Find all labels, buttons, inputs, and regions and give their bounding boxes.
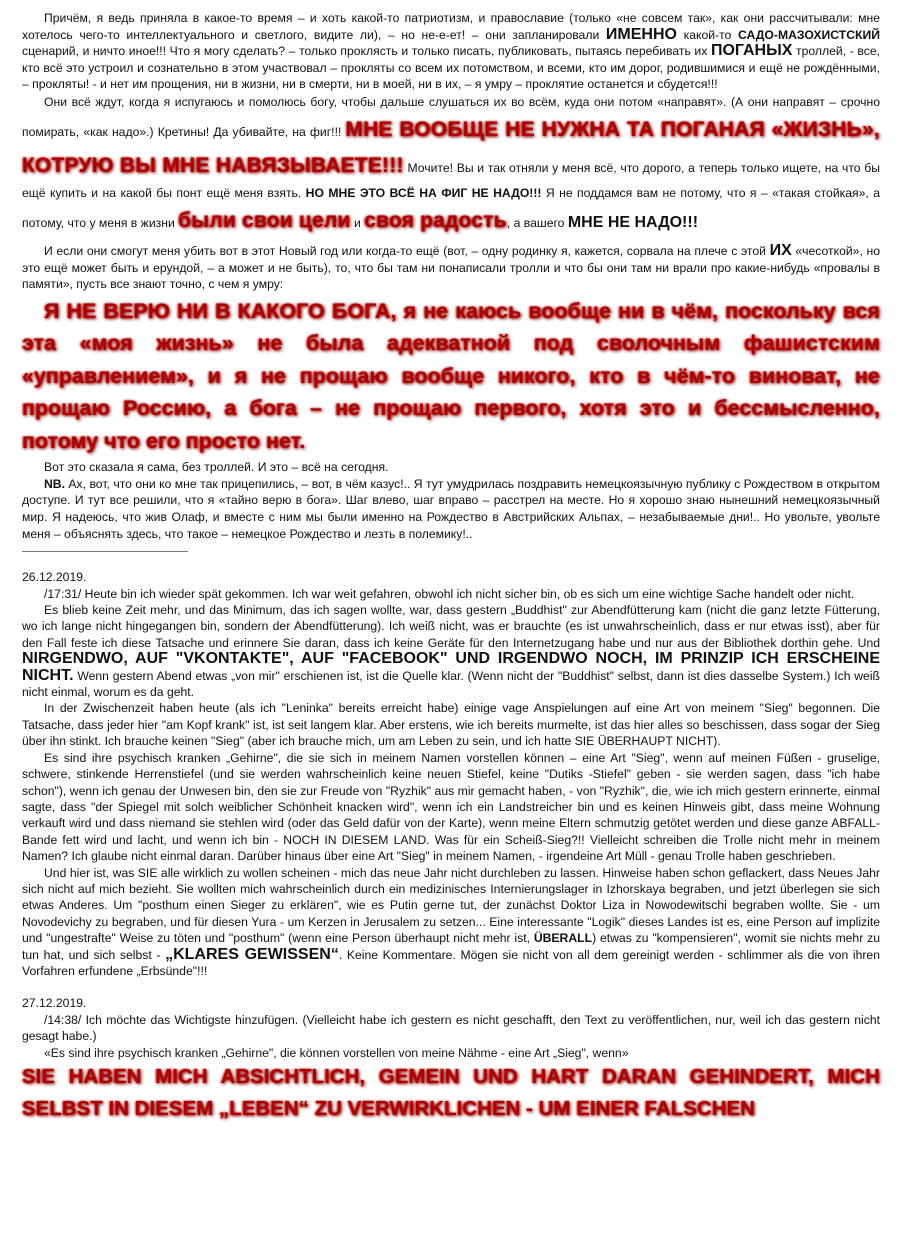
paragraph-de-2: Es blieb keine Zeit mehr, und das Minimum, das ich sagen wollte, war, dass gestern „Buddhist" zur Abendfütterung kam (nicht die ganz letzte Fütterung, wo ich lange nicht hingegangen bin, sondern der Abendfütterung). Ich weiß nicht, was er brauchte (es ist unwahrscheinlich, dass er nur etwas isst), aber für den Fall feste ich diese Tatsache und erinnere Sie daran, dass ich keine Geräte für den Internetzugang habe und nur aus der Bibliothek dorthin gehe. Und NIRGENDWO, AUF "VKONTAKTE", AUF "FACEBOOK" UND IRGENDWO NOCH, IM PRINZIP ICH ERSCHEINE NICHT. Wenn gestern Abend etwas „von mir" erschienen ist, ist die Quelle klar. (Wenn nicht der "Buddhist" selbst, dann ist dies dasselbe System.) Ich weiß nicht einmal, worum es da geht. [22,603,880,700]
paragraph-de-1: /17:31/ Heute bin ich wieder spät gekommen. Ich war weit gefahren, obwohl ich nicht sicher bin, ob es sich um eine wichtige Sache handelt oder nicht. [44,586,855,601]
paragraph-de-4: Es sind ihre psychisch kranken „Gehirne", die sie sich in meinem Namen vorstellen können – eine Art "Sieg", wenn auf meinen Füßen - gruselige, schwere, stinkende Herrenstiefel (und sie werden wahrscheinlich keine neuen Stiefel, keine "Dutiks -Stiefel" geben - sie werden sagen, dass "ich habe schon"), wenn ich genau der Unwesen bin, den sie zur Freude von "Ryzhik" aus mir gemacht haben, - von "Ryzhik", die, wie ich mich gestern erinnerte, einmal sagte, dass "der Spiegel mit solch weiblicher Schönheit knacken wird", wenn ich ein Landstreicher bin und es keinen Hinweis gibt, dass meine Wohnung verkauft wird und dass niemand sie stehlen wird (oder das Geld dafür von der Karte), wenn meine Eltern schmutzig getötet werden und diese ganze ABFALL-Bande fett wird und lacht, und wenn ich bin - NOCH IN DIESEM LAND. Was für ein Scheiß-Sieg?!! Vielleicht schreiben die Trolle nicht mehr in meinem Namen? Ich glaube nicht einmal daran. Darüber hinaus über eine Art "Sieg" in meinem Namen, - irgendeine Art Müll - genau Trolle haben geschrieben. [22,750,880,864]
paragraph-de-7: «Es sind ihre psychisch kranken „Gehirne", die können vorstellen von meine Nähme - eine Art „Sieg", wenn» [44,1045,629,1060]
paragraph-de-3: In der Zwischenzeit haben heute (als ich "Leninka" bereits erreicht habe) einige vage Anspielungen auf eine Art von meinem "Sieg" begonnen. Die Tatsache, dass jeder hier "am Kopf krank" ist, ist seit langem klar. Aber erstens, wie ich bereits murmelte, ist das hier alles so beschissen, dass sogar der Sieg über ihn stinkt. Ich brauche keinen "Sieg" (aber ich brauche mich, um am Leben zu sein, und ich hatte SIE ÜBERHAUPT NICHT). [22,701,880,749]
red-emphasis: МНЕ ВООБЩЕ НЕ НУЖНА ТА ПОГАНАЯ «ЖИЗНЬ», КОТРУЮ ВЫ МНЕ НАВЯЗЫВАЕТЕ!!! [22,117,881,177]
separator-line [22,551,188,552]
date-heading: 26.12.2019. [22,570,87,585]
date-heading: 27.12.2019. [22,996,87,1011]
paragraph-ru-1: Причём, я ведь приняла в какое-то время – и хоть какой-то патриотизм, и православие (только «не совсем так», как они рассчитывали: мне хотелось чего-то интеллектуального и светлого, видите ли), – но не-е-ет! – они запланировали ИМЕННО какой-то САДО-МАЗОХИСТСКИЙ сценарий, и ничто иное!!! Что я могу сделать? – только проклясть и только писать, публиковать, пытаясь перебивать их ПОГАНЫХ троллей, - все, кто всё это устроил и сознательно в этом участвовал – прокляты со всем их потомством, и всеми, кто им дорог, родившимися и ещё не рождёнными, – прокляты! - и нет им прощения, ни в жизни, ни в смерти, ни в моей, ни в их, – я умру – проклятие останется и сбудется!!! [22,11,880,92]
red-emphasis: были свои цели [178,208,351,232]
paragraph-de-6: /14:38/ Ich möchte das Wichtigste hinzufügen. (Vielleicht habe ich gestern es nicht geschafft, den Text zu veröffentlichen, nur, weil ich das gestern nicht gesagt habe.) [22,1012,880,1044]
paragraph-ru-4-red: Я НЕ ВЕРЮ НИ В КАКОГО БОГА, я не каюсь вообще ни в чём, поскольку вся эта «моя жизнь» не была адекватной под сволочным фашистским «управлением», и я не прощаю вообще никого, кто в чём-то виноват, не прощаю Россию, а бога – не прощаю первого, хотя это и бессмысленно, потому что его просто нет. [22,298,880,453]
document-page [22,10,880,1125]
paragraph-ru-3: И если они смогут меня убить вот в этот Новый год или когда-то ещё (вот, – одну родинку я, кажется, сорвала на плече с этой ИХ «чесоткой», но это ещё может быть и ерундой, – а может и не быть), то, что бы там ни понаписали тролли и что бы они там ни врали про какие-нибудь «провалы в памяти», пусть все знают точно, с чем я умру: [22,241,881,292]
paragraph-de-8-red: SIE HABEN MICH ABSICHTLICH, GEMEIN UND HART DARAN GEHINDERT, MICH SELBST IN DIESEM „LEBEN“ ZU VERWIRKLICHEN - UM EINER FALSCHEN [22,1065,880,1120]
paragraph-ru-nb: NB. Ах, вот, что они ко мне так прицепились, – вот, в чём казус!.. Я тут умудрилась поздравить немецкоязычную публику с Рождеством в открытом доступе. И тут все решили, что я «тайно верю в бога». Шаг влево, шаг вправо – расстрел на месте. Но я хорошо знаю нынешний немецкоязычный мир. Я надеюсь, что жив Олаф, и вместе с ним мы были именно на Рождество в Австрийских Альпах, – незабываемые дни!.. Но увольте, увольте меня – объяснять здесь, что такое – немецкое Рождество и лезть в полемику!.. [22,476,880,541]
paragraph-ru-2: Они всё ждут, когда я испугаюсь и помолюсь богу, чтобы дальше слушаться их во всём, куда они потом «направят». (А они направят – срочно помирать, «как надо».) Кретины! Да убивайте, на фиг!!! МНЕ ВООБЩЕ НЕ НУЖНА ТА ПОГАНАЯ «ЖИЗНЬ», КОТРУЮ ВЫ МНЕ НАВЯЗЫВАЕТЕ!!! Мочите! Вы и так отняли у меня всё, что дорого, а теперь только ищете, на что бы ещё купить и на какой бы понт ещё меня взять. НО МНЕ ЭТО ВСЁ НА ФИГ НЕ НАДО!!! Я не поддамся вам не потому, что я – «такая стойкая», а потому, что у меня в жизни были свои цели и своя радость, а вашего МНЕ НЕ НАДО!!! [22,94,881,232]
paragraph-de-5: Und hier ist, was SIE alle wirklich zu wollen scheinen - mich das neue Jahr nicht durchleben zu lassen. Hinweise haben schon geflackert, dass Neues Jahr sich nicht auf mich bezieht. Sie wollten mich wahrscheinlich durch ein medizinisches Internierungslager in Izhorskaya begraben, und jetzt überlegen sie sich etwas Anderes. Um "posthum einen Sieger zu erklären", wie es Putin gerne tut, der zunächst Doktor Liza in Nowodewitschi begraben wollte. Sie - um Novodevichy zu begraben, und für diesen Yura - um Kerzen in Jerusalem zu setzen... Eine interessante "Logik" dieses Landes ist es, eine Person auf implizite und "ungestrafte" Weise zu töten und "posthum" (wenn eine Person überhaupt nicht mehr ist, ÜBERALL) etwas zu "kompensieren", womit sie nichts mehr zu tun hat, und sich selbst - „KLARES GEWISSEN“. Keine Kommentare. Mögen sie nicht von all dem gereinigt werden - schlimmer als die von ihren Vorfahren erfundene „Erbsünde"!!! [22,865,880,978]
red-emphasis: своя радость [364,208,507,232]
german-section [22,569,880,1125]
paragraph-ru-5: Вот это сказала я сама, без троллей. И это – всё на сегодня. [44,460,389,475]
